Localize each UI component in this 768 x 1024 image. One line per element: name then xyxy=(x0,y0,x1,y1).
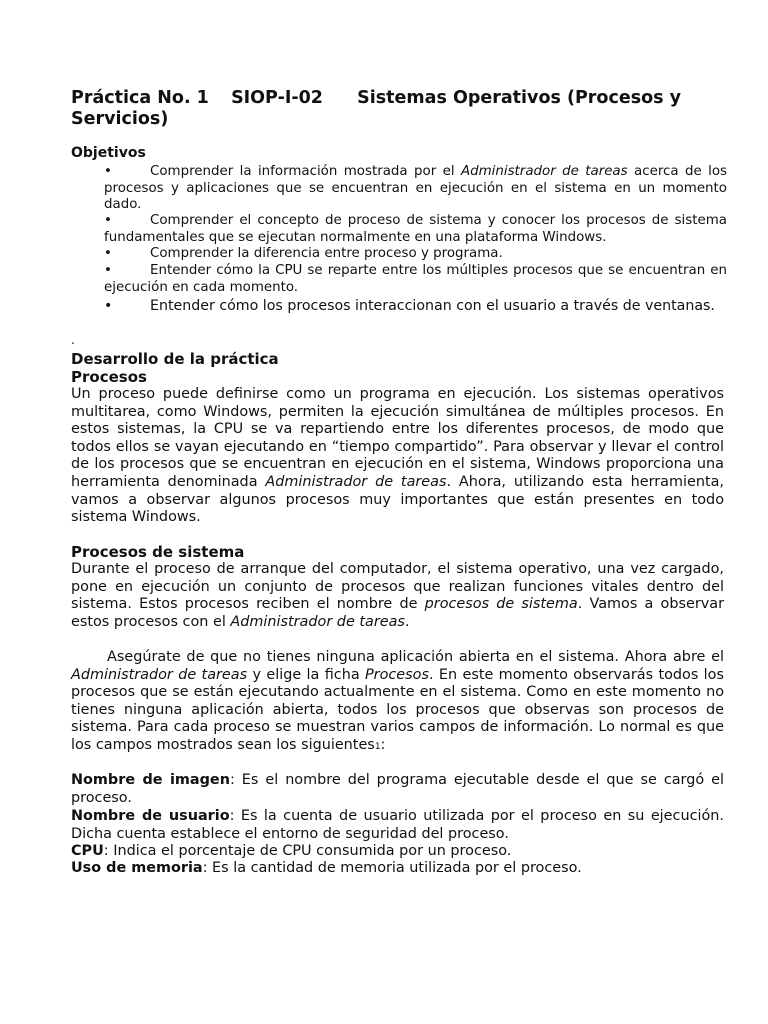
objective-item: • Comprender la diferencia entre proceso y programa. xyxy=(104,246,503,261)
separator-dot: . xyxy=(71,333,75,347)
section-heading-procesos: Procesos xyxy=(71,368,147,386)
procesos-paragraph: Un proceso puede definirse como un programa en ejecución. Los sistemas operativos multitarea, como Windows, permiten la ejecución simultánea de múltiples procesos. En estos sistemas, la CPU se va repartiendo entre los diferentes procesos, de modo que todos ellos se vayan ejecutando en “tiempo compartido”. Para observar y llevar el control de los procesos que se encuentran en ejecución en el sistema, Windows proporciona una herramienta denominada Administrador de tareas. Ahora, utilizando esta herramienta, vamos a observar algunos procesos muy importantes que están presentes en todo sistema Windows. xyxy=(71,386,724,526)
sistema-paragraph-1: Durante el proceso de arranque del computador, el sistema operativo, una vez cargado, pone en ejecución un conjunto de procesos que realizan funciones vitales dentro del sistema. Estos procesos reciben el nombre de procesos de sistema. Vamos a observar estos procesos con el Administrador de tareas. xyxy=(71,561,724,630)
section-heading-procesos-sistema: Procesos de sistema xyxy=(71,543,245,561)
field-definition: Uso de memoria: Es la cantidad de memoria utilizada por el proceso. xyxy=(71,860,582,876)
page-title xyxy=(71,88,711,130)
objective-item: • Comprender la información mostrada por el Administrador de tareas acerca de los procesos y aplicaciones que se encuentran en ejecución en el sistema en un momento dado. xyxy=(104,164,727,212)
course-code: SIOP-I-02 xyxy=(231,88,323,108)
field-definition: Nombre de usuario: Es la cuenta de usuario utilizada por el proceso en su ejecución. Dicha cuenta establece el entorno de seguridad del proceso. xyxy=(71,808,724,842)
practice-number: Práctica No. 1 xyxy=(71,88,209,108)
objective-item: • Entender cómo la CPU se reparte entre los múltiples procesos que se encuentran en ejecución en cada momento. xyxy=(104,263,727,295)
sistema-paragraph-2: Asegúrate de que no tienes ninguna aplicación abierta en el sistema. Ahora abre el Administrador de tareas y elige la ficha Procesos. En este momento observarás todos los procesos que se están ejecutando actualmente en el sistema. Como en este momento no tienes ninguna aplicación abierta, todos los procesos que observas son procesos de sistema. Para cada proceso se muestran varios campos de información. Lo normal es que los campos mostrados sean los siguientes1: xyxy=(71,649,724,753)
objective-item: • Comprender el concepto de proceso de sistema y conocer los procesos de sistema fundamentales que se ejecutan normalmente en una plataforma Windows. xyxy=(104,213,727,245)
objectives-heading: Objetivos xyxy=(71,145,146,161)
field-definition: CPU: Indica el porcentaje de CPU consumida por un proceso. xyxy=(71,843,512,859)
title-subject: Sistemas Operativos (Procesos y Servicios) xyxy=(71,88,682,129)
footnote-marker: 1 xyxy=(374,741,381,752)
section-heading-desarrollo: Desarrollo de la práctica xyxy=(71,350,279,368)
field-definition: Nombre de imagen: Es el nombre del programa ejecutable desde el que se cargó el proceso. xyxy=(71,772,724,806)
objective-item: • Entender cómo los procesos interaccionan con el usuario a través de ventanas. xyxy=(104,298,715,314)
